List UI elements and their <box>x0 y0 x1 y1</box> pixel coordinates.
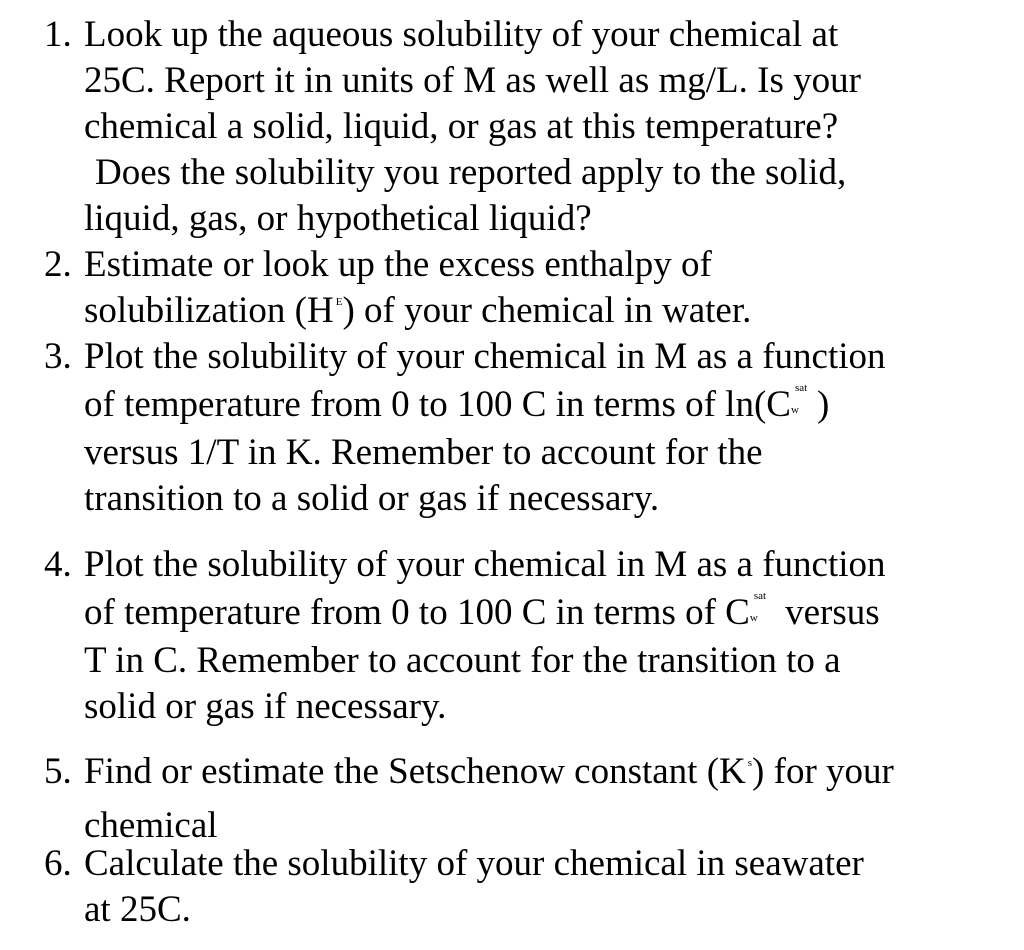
list-item-2 <box>44 242 1004 342</box>
list-item-3 <box>44 334 1004 522</box>
item-text-line: Does the solubility you reported apply to the solid, <box>95 152 847 193</box>
item-text-line: T in C. Remember to account for the transition to a <box>84 640 841 681</box>
item-text-line: Plot the solubility of your chemical in M as a function <box>84 544 886 585</box>
text-segment: of temperature from 0 to 100 C in terms of C <box>84 592 750 633</box>
item-text-line: Look up the aqueous solubility of your chemical at <box>84 14 839 55</box>
item-text-line: 25C. Report it in units of M as well as mg/L. Is your <box>84 60 861 101</box>
item-text-line: versus 1/T in K. Remember to account for the <box>84 432 763 473</box>
text-segment: ) <box>816 384 830 425</box>
item-text-line: at 25C. <box>84 889 191 930</box>
item-text-line: Plot the solubility of your chemical in M as a function <box>84 336 886 377</box>
text-segment: solubilization (H <box>84 290 334 331</box>
text-segment: versus <box>775 592 880 633</box>
item-text-line: liquid, gas, or hypothetical liquid? <box>84 198 592 239</box>
item-number: 3. <box>44 336 72 377</box>
list-item-4 <box>44 542 1004 730</box>
item-number: 5. <box>44 751 72 792</box>
subscript-w: w <box>790 404 799 416</box>
item-text-line <box>44 380 1004 430</box>
item-text-line: Estimate or look up the excess enthalpy of <box>84 244 712 285</box>
item-number: 2. <box>44 244 72 285</box>
item-text-line: solid or gas if necessary. <box>84 686 447 727</box>
item-text-line: chemical <box>84 805 218 846</box>
item-text-line: Calculate the solubility of your chemical in seawater <box>84 843 864 884</box>
sat-w-script <box>749 590 776 628</box>
item-number: 1. <box>44 14 72 55</box>
sat-w-script <box>790 382 817 420</box>
superscript-e: E <box>335 296 343 308</box>
item-text-line: chemical a solid, liquid, or gas at this temperature? <box>84 106 839 147</box>
item-text-line: transition to a solid or gas if necessary. <box>84 478 660 519</box>
text-segment: ) of your chemical in water. <box>342 290 752 331</box>
list-item-1 <box>44 12 1004 242</box>
text-segment: ) for your <box>752 751 894 792</box>
text-segment: of temperature from 0 to 100 C in terms of ln(C <box>84 384 791 425</box>
superscript-s: s <box>747 757 753 769</box>
subscript-w: w <box>749 612 758 624</box>
item-text-line <box>44 588 1004 638</box>
list-item-6 <box>44 841 1004 933</box>
item-number: 6. <box>44 843 72 884</box>
superscript-sat: sat <box>794 382 808 394</box>
item-text-line <box>44 749 1004 803</box>
item-number: 4. <box>44 544 72 585</box>
list-item-5 <box>44 749 1004 849</box>
text-segment: Find or estimate the Setschenow constant (K <box>84 751 746 792</box>
superscript-sat: sat <box>753 590 767 602</box>
